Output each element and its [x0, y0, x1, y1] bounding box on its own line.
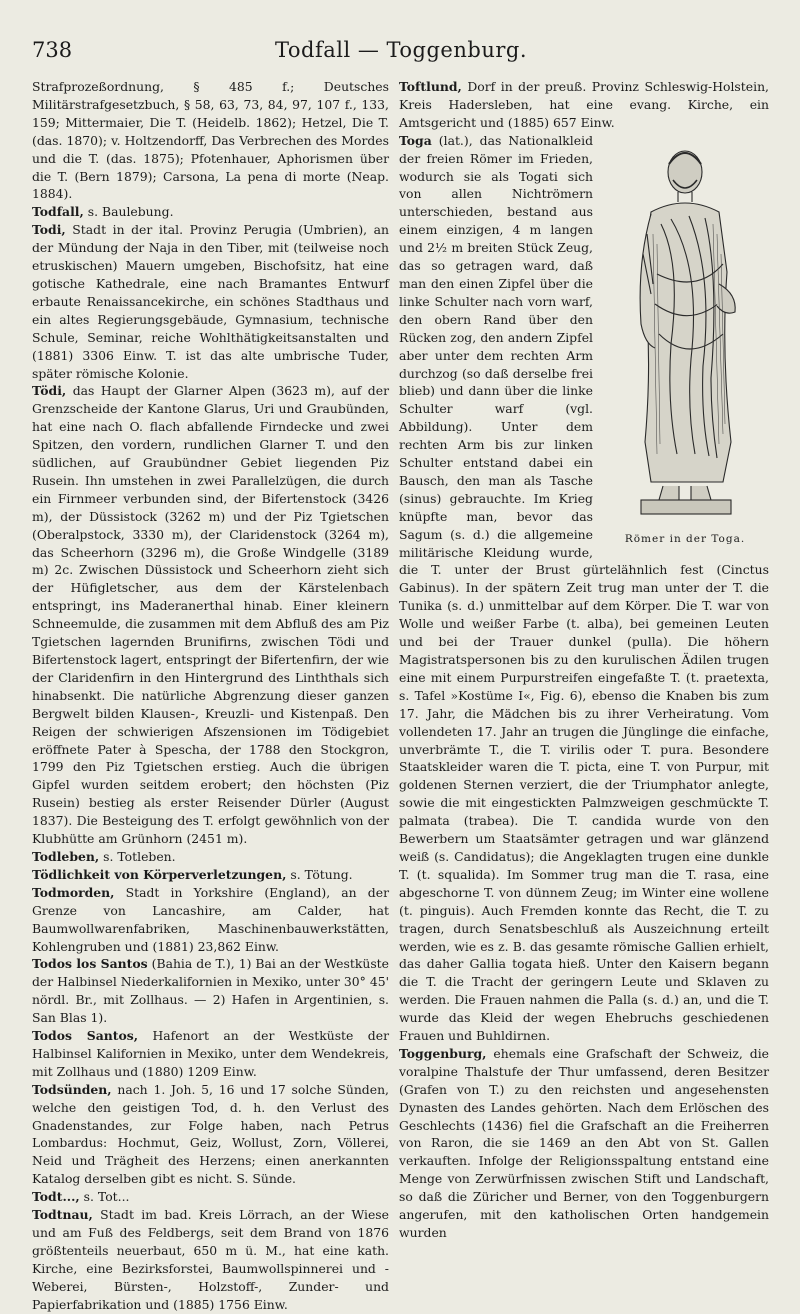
left-column	[32, 78, 389, 1312]
entry-headword: Toggenburg,	[399, 1045, 487, 1061]
dictionary-entry	[32, 884, 389, 956]
entry-text: Stadt im bad. Kreis Lörrach, an der Wiese und am Fuß des Feldbergs, seit dem Brand von 1876 größtenteils neuerbaut, 650 m ü. M., hat eine kath. Kirche, eine Bezirksforstei, Baumwollspinnerei und -Weberei, Bürsten-, Holzstoff-, Zunder- und Papierfabrikation und (1885) 1756 Einw.	[32, 1207, 389, 1312]
dictionary-entry	[32, 955, 389, 1027]
dictionary-entry	[32, 382, 389, 848]
entry-headword: Tödi,	[32, 383, 67, 399]
dictionary-entry	[32, 1081, 389, 1188]
entry-text: s. Totleben.	[99, 848, 176, 864]
entry-headword: Todtnau,	[32, 1207, 93, 1223]
entry-text: Strafprozeßordnung, § 485 f.; Deutsches Militärstrafgesetzbuch, § 58, 63, 73, 84, 97, 107 f., 133, 159; Mittermaier, Die T. (Heidelb. 1862); Hetzel, Die T. (das. 1870); v. Holtzendorff, Das Verbrechen des Mordes und die T. (das. 1875); Pfotenhauer, Aphorismen über die T. (Bern 1879); Carsona, La pena di morte (Neap. 1884).	[32, 79, 389, 202]
entry-text: Stadt in Yorkshire (England), an der Grenze von Lancashire, am Calder, hat Baumwollwarenfabriken, Maschinenbauwerkstätten, Kohlengruben und (1881) 23,862 Einw.	[32, 884, 389, 954]
entry-headword: Todi,	[32, 222, 66, 238]
dictionary-entry	[32, 78, 389, 203]
entry-headword: Todleben,	[32, 848, 100, 864]
entry-toggenburg	[399, 1045, 769, 1242]
toga-figure	[601, 134, 769, 554]
entry-text: s. Baulebung.	[83, 204, 174, 220]
entry-headword: Todt...,	[32, 1189, 80, 1205]
entry-text: s. Tot...	[79, 1189, 130, 1205]
entry-toftlund	[399, 78, 769, 132]
right-column	[399, 78, 769, 1253]
page-header	[32, 38, 770, 68]
entry-headword: Todos Santos,	[32, 1028, 139, 1044]
entry-text: das Haupt der Glarner Alpen (3623 m), auf der Grenzscheide der Kantone Glarus, Uri und Graubünden, hat eine nach O. flach abfallende Firndecke und zwei Spitzen, den vordern, rundlichen Glarner T. und den südlichen, auf Graubündner Gebiet liegenden Piz Rusein. Ihn umstehen in zwei Parallelzügen, die durch ein Firnmeer verbunden sind, der Bifertenstock (3426 m), der Düssistock (3262 m) und der Piz Tgietschen (Oberalpstock, 3330 m), der Claridenstock (3264 m), das Scheerhorn (3296 m), die Große Windgelle (3189 m) 2c. Zwischen Düssistock und Scheerhorn zieht sich der Hüfigletscher, aus dem der Kärstelenbach entspringt, ins Maderanerthal hinab. Einer kleinern Schneemulde, die zusammen mit dem Abfluß des am Piz Tgietschen lagernden Brunifirns, zwischen Tödi und Bifertenstock lagert, entspringt der Bifertenfirn, der wie der Claridenfirn in den Hintergrund des Linththals sich hinabsenkt. Die natürliche Abgrenzung dieser ganzen Bergwelt bilden Klausen-, Kreuzli- und Kistenpaß. Den Reigen der schwierigen Afszensionen im Tödigebiet eröffnete Pater à Spescha, der 1788 den Stockgron, 1799 den Piz Tgietschen erstieg. Auch die übrigen Gipfel wurden seitdem erobert; den höchsten (Piz Rusein) bestieg als erster Reisender Dürler (August 1837). Die Besteigung des T. erfolgt gewöhnlich von der Klubhütte am Grünhorn (2451 m).	[32, 383, 389, 847]
entry-text: Dorf in der preuß. Provinz Schleswig-Holstein, Kreis Hadersleben, hat eine evang. Kirche, ein Amtsgericht und (1885) 657 Einw.	[399, 79, 769, 130]
dictionary-entry	[32, 1206, 389, 1313]
entry-text: Stadt in der ital. Provinz Perugia (Umbrien), an der Mündung der Naja in den Tiber, mit (teilweise noch etruskischen) Mauern umgeben, Bischofsitz, hat eine gotische Kathedrale, eine nach Bramantes Entwurf erbaute Renaissancekirche, ein schönes Stadthaus und ein altes Regierungsgebäude, Gymnasium, technische Schule, Seminar, reiche Wohlthätigkeitsanstalten und (1881) 3306 Einw. T. ist das alte umbrische Tuder, später römische Kolonie.	[32, 222, 389, 381]
entry-headword: Todmorden,	[32, 884, 115, 900]
entry-text: (Bahia de T.), 1) Bai an der Westküste der Halbinsel Niederkalifornien in Mexiko, unter 30° 45' nördl. Br., mit Zollhaus. — 2) Hafen in Argentinien, s. San Blas 1).	[32, 956, 389, 1026]
dictionary-entry	[32, 1188, 389, 1206]
dictionary-entry	[32, 203, 389, 221]
entry-headword: Todfall,	[32, 204, 84, 220]
entry-headword: Toga	[399, 132, 432, 148]
entry-text: s. Tötung.	[286, 866, 353, 882]
entry-text: ehemals eine Grafschaft der Schweiz, die voralpine Thalstufe der Thur umfassend, deren Besitzer (Grafen von T.) zu den reichsten und angesehensten Dynasten des Landes gehörten. Nach dem Erlöschen des Geschlechts (1436) fiel die Grafschaft an die Freiherren von Raron, die sie 1469 an den Abt von St. Gallen verkauften. Infolge der Religionsspaltung entstand eine Menge von Zerwürfnissen zwischen Stift und Landschaft, so daß die Züricher und Berner, von den Toggenburgern angerufen, mit den katholischen Orten handgemein wurden	[399, 1045, 769, 1240]
entry-text: nach 1. Joh. 5, 16 und 17 solche Sünden, welche den geistigen Tod, d. h. den Verlust des Gnadenstandes, zur Folge haben, nach Petrus Lombardus: Hochmut, Geiz, Wollust, Zorn, Völlerei, Neid und Trägheit des Herzens; einen anerkannten Katalog derselben gibt es nicht. S. Sünde.	[32, 1081, 389, 1187]
running-title: Todfall — Toggenburg.	[274, 38, 528, 62]
entry-headword: Toftlund,	[399, 79, 462, 94]
page-number: 738	[32, 38, 73, 62]
figure-caption: Römer in der Toga.	[624, 532, 746, 545]
roman-in-toga-icon	[601, 134, 769, 528]
entry-headword: Tödlichkeit von Körperverletzungen,	[32, 866, 287, 882]
entry-headword: Todos los Santos	[32, 956, 148, 972]
dictionary-entry	[32, 1027, 389, 1081]
entry-headword: Todsünden,	[32, 1081, 112, 1097]
dictionary-entry	[32, 848, 389, 866]
entry-text: Hafenort an der Westküste der Halbinsel Kalifornien in Mexiko, unter dem Wendekreis, mit Zollhaus und (1880) 1209 Einw.	[32, 1028, 389, 1079]
dictionary-entry	[32, 866, 389, 884]
dictionary-entry	[32, 221, 389, 382]
entry-text: (lat.), das Nationalkleid der freien Römer im Frieden, wodurch sie als Togati sich von allen Nichtrömern unterschieden, bestand aus einem einzigen, 4 m langen und 2½ m breiten Stück Zeug, das so getragen ward, daß man den einen Zipfel über die linke Schulter nach vorn warf, den obern Rand über den Rücken zog, den andern Zipfel aber unter dem rechten Arm durchzog (so daß derselbe frei blieb) und dann über die linke Schulter warf (vgl. Abbildung). Unter dem rechten Arm bis zur linken Schulter entstand dabei ein Bausch, den man als Tasche (sinus) gebrauchte. Im Krieg knüpfte man, bevor das Sagum (s. d.) die allgemeine militärische Kleidung wurde, die T. unter der Brust gürtelähnlich fest (Cinctus Gabinus). In der spätern Zeit trug man unter der T. die Tunika (s. d.) unmittelbar auf dem Körper. Die T. war von Wolle und weißer Farbe (t. alba), bei gemeinen Leuten und bei der Trauer dunkel (pulla). Die höhern Magistratspersonen bis zu den kurulischen Ädilen trugen eine mit einem Purpurstreifen eingefaßte T. (t. praetexta, s. Tafel »Kostüme I«, Fig. 6), ebenso die Knaben bis zum 17. Jahr, die Mädchen bis zu ihrer Verheiratung. Vom vollendeten 17. Jahr an trugen die Jünglinge die einfache, unverbrämte T., die T. virilis oder T. pura. Besondere Staatskleider waren die T. picta, eine T. von Purpur, mit goldenen Sternen verziert, die der Triumphator anlegte, sowie die mit eingestickten Palmzweigen geschmückte T. palmata (trabea). Die T. candida wurde von den Bewerbern um Staatsämter getragen und war glänzend weiß (s. Candidatus); die Angeklagten trugen eine dunkle T. (t. squalida). Im Sommer trug man die T. rasa, eine abgeschorne T. von dünnem Zeug; im Winter eine wollene (t. pinguis). Auch Fremden konnte das Recht, die T. zu tragen, durch Senatsbeschluß als Auszeichnung erteilt werden, wie es z. B. das gesamte römische Gallien erhielt, das daher Gallia togata hieß. Unter den Kaisern begann die T. die Tracht der geringern Leute und Sklaven zu werden. Die Frauen nahmen die Palla (s. d.) an, und die T. wurde das Kleid der wegen Ehebruchs geschiedenen Frauen und Buhldirnen.	[399, 132, 769, 1044]
